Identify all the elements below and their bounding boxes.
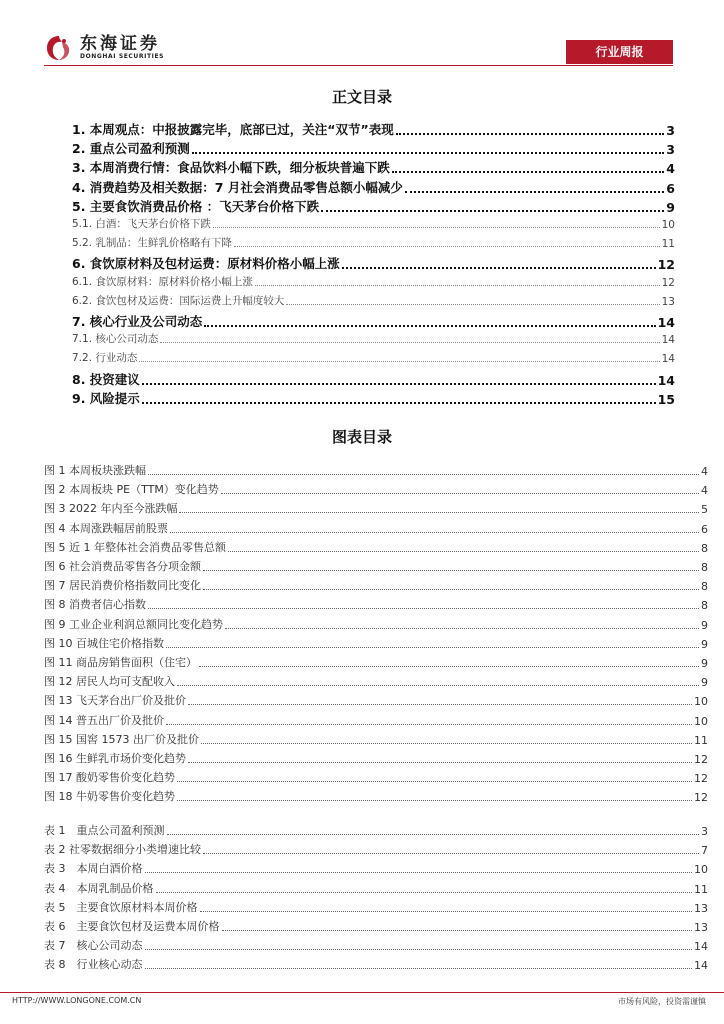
toc-entry[interactable]: [44, 692, 708, 708]
toc-entry[interactable]: [72, 235, 675, 250]
toc-entry[interactable]: [72, 120, 675, 138]
entry-title: 图 3 2022 年内至今涨跌幅: [44, 502, 178, 516]
page-number: 3: [701, 825, 708, 838]
entry-title: 图 16 生鲜乳市场价变化趋势: [44, 752, 186, 765]
page-number: 4: [701, 484, 708, 498]
toc-entry[interactable]: [44, 841, 708, 857]
company-logo: [44, 33, 164, 63]
toc-entry[interactable]: [44, 596, 708, 612]
toc-entry[interactable]: [72, 389, 675, 407]
entry-title: 图 9 工业企业利润总额同比变化趋势: [44, 617, 223, 631]
page-number: 5: [701, 503, 708, 517]
page-number: 14: [661, 353, 675, 366]
toc-entry[interactable]: [72, 216, 675, 231]
entry-title: 7.2. 行业动态: [72, 352, 138, 365]
dot-leader: [222, 929, 693, 931]
toc-entry[interactable]: [72, 370, 675, 388]
entry-title: 5. 主要食饮消费品价格 ：飞天茅台价格下跌: [72, 198, 320, 214]
toc-entry[interactable]: [72, 274, 675, 289]
toc-entry[interactable]: [44, 520, 708, 536]
dot-leader: [148, 607, 699, 609]
entry-title: 表 7 核心公司动态: [44, 939, 143, 953]
entry-title: 表 8 行业核心动态: [44, 958, 143, 972]
page-number: 8: [701, 561, 708, 574]
dot-leader: [221, 492, 699, 494]
page-number: 14: [657, 372, 675, 388]
entry-title: 图 4 本周涨跌幅居前股票: [44, 521, 168, 535]
toc-entry[interactable]: [44, 788, 708, 804]
toc-entry[interactable]: [44, 860, 708, 876]
page-number: 12: [661, 276, 675, 289]
page-number: 15: [657, 391, 675, 407]
entry-title: 图 11 商品房销售面积（住宅）: [44, 656, 197, 669]
dot-leader: [405, 190, 664, 193]
tables-list: [44, 822, 708, 982]
toc-entry[interactable]: [44, 822, 708, 838]
entry-title: 图 14 普五出厂价及批价: [44, 713, 164, 727]
dot-leader: [396, 132, 665, 135]
page-number: 11: [661, 238, 675, 251]
page-header: [0, 0, 724, 70]
entry-title: 表 4 本周乳制品价格: [44, 881, 154, 895]
page-number: 12: [694, 791, 708, 805]
page-number: 13: [694, 901, 708, 915]
dot-leader: [188, 761, 692, 763]
page-number: 14: [661, 334, 675, 347]
dot-leader: [203, 569, 699, 571]
toc-entry[interactable]: [44, 750, 708, 766]
dot-leader: [203, 852, 699, 854]
entry-title: 表 5 主要食饮原材料本周价格: [44, 900, 198, 914]
toc-entry[interactable]: [72, 197, 675, 215]
page-number: 3: [666, 123, 675, 138]
entry-title: 图 6 社会消费品零售各分项金额: [44, 560, 201, 573]
entry-title: 4. 消费趋势及相关数据：7 月社会消费品零售总额小幅减少: [72, 179, 403, 195]
toc-entry[interactable]: [44, 577, 708, 593]
dot-leader: [225, 627, 699, 629]
page-number: 9: [701, 657, 708, 670]
entry-title: 图 13 飞天茅台出厂价及批价: [44, 694, 186, 708]
page-number: 11: [694, 733, 708, 747]
table-of-contents: [72, 120, 675, 410]
page-number: 6: [666, 180, 675, 196]
dot-leader: [228, 550, 699, 552]
figures-heading: 图表目录: [331, 428, 392, 446]
toc-entry[interactable]: [72, 178, 675, 196]
entry-title: 图 1 本周板块涨跌幅: [44, 464, 146, 477]
toc-entry[interactable]: [72, 158, 675, 176]
page-number: 14: [694, 959, 708, 973]
entry-title: 图 5 近 1 年整体社会消费品零售总额: [44, 540, 226, 554]
page-number: 10: [694, 863, 708, 877]
toc-entry[interactable]: [44, 712, 708, 728]
toc-heading: 正文目录: [331, 88, 392, 106]
toc-entry[interactable]: [44, 654, 708, 670]
entry-title: 表 1 重点公司盈利预测: [44, 824, 165, 837]
dot-leader: [156, 891, 693, 893]
dot-leader: [177, 684, 699, 686]
page-number: 14: [657, 315, 675, 330]
toc-entry[interactable]: [44, 462, 708, 478]
dot-leader: [145, 871, 693, 873]
dot-leader: [204, 324, 655, 327]
dot-leader: [213, 226, 660, 228]
dot-leader: [255, 284, 660, 286]
dot-leader: [286, 303, 659, 305]
dot-leader: [392, 170, 664, 173]
entry-title: 6.2. 食饮包材及运费：国际运费上升幅度较大: [72, 294, 285, 307]
entry-title: 9. 风险提示: [72, 390, 140, 406]
page-number: 11: [694, 882, 708, 896]
dragon-logo-icon: [44, 33, 74, 63]
dot-leader: [166, 723, 692, 725]
dot-leader: [192, 151, 664, 154]
entry-title: 图 15 国窖 1573 出厂价及批价: [44, 732, 199, 746]
entry-title: 1. 本周观点：中报披露完毕，底部已过，关注“双节”表现: [72, 122, 394, 137]
toc-entry[interactable]: [44, 673, 708, 689]
entry-title: 表 2 社零数据细分小类增速比较: [44, 843, 201, 857]
page-number: 8: [701, 599, 708, 613]
page-number: 4: [666, 161, 675, 177]
page-number: 10: [661, 219, 675, 231]
page-number: 9: [666, 199, 675, 215]
dot-leader: [203, 588, 699, 590]
toc-entry[interactable]: [72, 139, 675, 157]
dot-leader: [142, 382, 656, 385]
toc-entry[interactable]: [72, 254, 675, 272]
toc-entry[interactable]: [44, 918, 708, 934]
entry-title: 图 8 消费者信心指数: [44, 598, 146, 612]
entry-title: 7. 核心行业及公司动态: [72, 314, 203, 329]
dot-leader: [201, 742, 692, 744]
dot-leader: [167, 833, 700, 835]
page-number: 9: [701, 676, 708, 690]
page-number: 9: [701, 637, 708, 651]
toc-entry[interactable]: [72, 350, 675, 365]
logo-chinese-name: 东海证券: [80, 34, 160, 54]
page-number: 13: [661, 295, 675, 308]
report-type-badge: 行业周报: [566, 40, 673, 64]
page-number: 9: [701, 618, 708, 632]
dot-leader: [234, 245, 660, 247]
toc-entry[interactable]: [44, 769, 708, 785]
figures-list: [44, 462, 708, 812]
entry-title: 图 10 百城住宅价格指数: [44, 636, 164, 650]
toc-entry[interactable]: [44, 616, 708, 632]
dot-leader: [179, 511, 699, 513]
dot-leader: [342, 266, 656, 269]
page-number: 14: [694, 940, 708, 954]
toc-entry[interactable]: [72, 312, 675, 330]
page-number: 4: [701, 465, 708, 478]
footer-rule: [0, 992, 724, 993]
toc-entry[interactable]: [44, 558, 708, 574]
logo-english-name: DONGHAI SECURITIES: [80, 53, 165, 60]
dot-leader: [170, 531, 699, 533]
toc-entry[interactable]: [44, 899, 708, 915]
toc-entry[interactable]: [44, 731, 708, 747]
toc-entry[interactable]: [44, 500, 708, 516]
entry-title: 图 7 居民消费价格指数同比变化: [44, 579, 201, 593]
page-number: 12: [694, 753, 708, 766]
page-number: 7: [701, 844, 708, 858]
entry-title: 6. 食饮原材料及包材运费：原材料价格小幅上涨: [72, 256, 340, 272]
entry-title: 图 2 本周板块 PE（TTM）变化趋势: [44, 483, 219, 497]
toc-entry[interactable]: [44, 539, 708, 555]
entry-title: 7.1. 核心公司动态: [72, 333, 159, 346]
page-number: 3: [666, 142, 675, 158]
toc-entry[interactable]: [44, 481, 708, 497]
page-number: 10: [694, 695, 708, 709]
entry-title: 5.2. 乳制品：生鲜乳价格略有下降: [72, 237, 232, 250]
page-number: 12: [657, 257, 675, 273]
entry-title: 3. 本周消费行情：食品饮料小幅下跌，细分板块普遍下跌: [72, 160, 390, 176]
page-number: 13: [694, 921, 708, 934]
entry-title: 6.1. 食饮原材料：原材料价格小幅上涨: [72, 275, 253, 288]
entry-title: 2. 重点公司盈利预测: [72, 141, 190, 157]
dot-leader: [148, 473, 699, 475]
page-number: 12: [694, 772, 708, 786]
entry-title: 表 6 主要食饮包材及运费本周价格: [44, 920, 220, 933]
dot-leader: [177, 780, 692, 782]
page-number: 6: [701, 522, 708, 536]
dot-leader: [321, 209, 664, 212]
entry-title: 图 18 牛奶零售价变化趋势: [44, 790, 175, 804]
toc-entry[interactable]: [44, 956, 708, 972]
footer-website: HTTP://WWW.LONGONE.COM.CN: [12, 996, 142, 1005]
toc-entry[interactable]: [72, 331, 675, 346]
dot-leader: [200, 910, 693, 912]
toc-entry[interactable]: [72, 293, 675, 308]
entry-title: 8. 投资建议: [72, 371, 140, 387]
entry-title: 图 17 酸奶零售价变化趋势: [44, 771, 175, 785]
dot-leader: [145, 967, 693, 969]
dot-leader: [145, 948, 693, 950]
dot-leader: [166, 646, 699, 648]
entry-title: 5.1. 白酒：飞天茅台价格下跌: [72, 218, 211, 230]
dot-leader: [160, 341, 659, 343]
page-number: 10: [694, 714, 708, 728]
dot-leader: [188, 703, 692, 705]
dot-leader: [142, 401, 656, 404]
page-number: 8: [701, 580, 708, 594]
toc-entry[interactable]: [44, 880, 708, 896]
toc-entry[interactable]: [44, 937, 708, 953]
dot-leader: [199, 665, 699, 667]
page-number: 8: [701, 541, 708, 555]
entry-title: 图 12 居民人均可支配收入: [44, 675, 175, 689]
dot-leader: [139, 360, 659, 362]
entry-title: 表 3 本周白酒价格: [44, 862, 143, 876]
header-rule: [44, 65, 673, 66]
footer-risk-note: 市场有风险，投资需谨慎: [618, 997, 706, 1006]
dot-leader: [177, 799, 692, 801]
toc-entry[interactable]: [44, 635, 708, 651]
